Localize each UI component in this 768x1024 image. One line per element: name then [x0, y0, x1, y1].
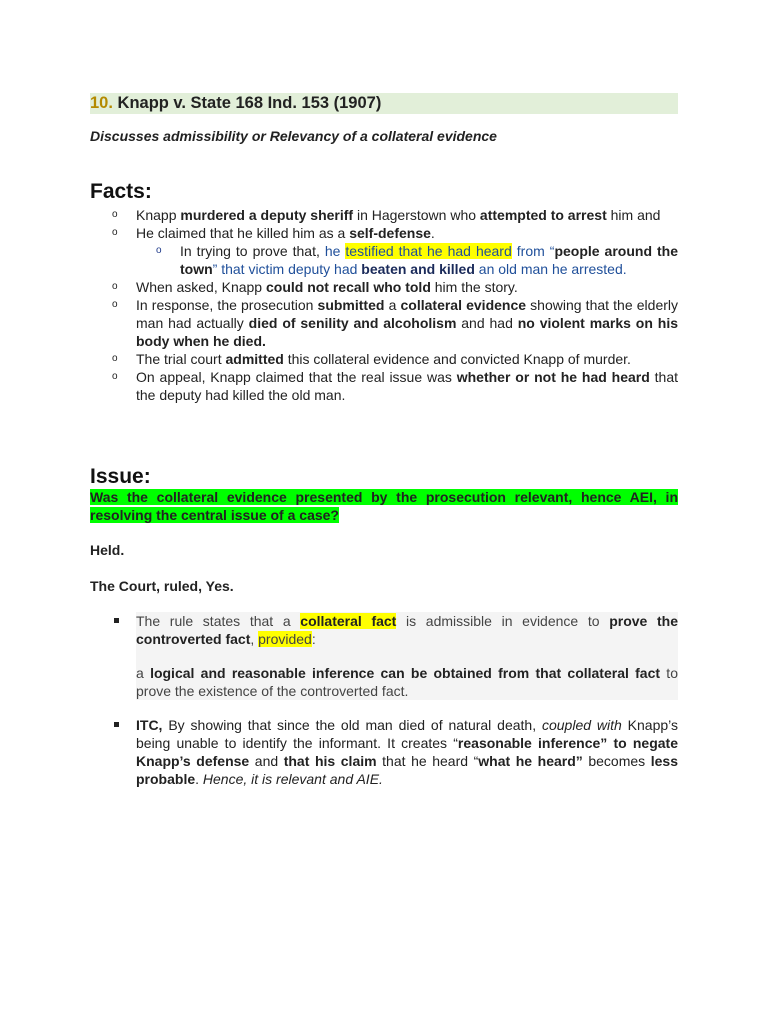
case-subtitle: Discusses admissibility or Relevancy of a collateral evidence: [90, 128, 497, 144]
text-bold: reasonable inference” to negate Knapp’s defense: [136, 735, 678, 769]
text-bold: that his claim: [283, 753, 377, 769]
fact-item: [112, 206, 678, 224]
issue-heading: Issue:: [90, 465, 151, 488]
text: Knapp: [136, 207, 181, 223]
text-bold: could not recall who told: [265, 279, 431, 295]
facts-list: [112, 206, 678, 404]
text-bold: murdered a deputy sheriff: [180, 207, 354, 223]
text: him the story.: [430, 279, 518, 295]
text: is admissible in evidence to: [396, 613, 610, 629]
text-bold: submitted: [317, 297, 385, 313]
circle-bullet-icon: o: [112, 227, 118, 238]
text: .: [430, 225, 435, 241]
text-bold: died of senility and alcoholism: [248, 315, 457, 331]
circle-bullet-icon: o: [112, 371, 118, 382]
circle-bullet-icon: o: [112, 299, 118, 310]
text-blue: from “: [511, 243, 555, 259]
text: .: [195, 771, 203, 787]
text-bold: beaten and killed: [361, 261, 475, 277]
text: By showing that since the old man died of natural death,: [162, 717, 542, 733]
circle-bullet-icon: o: [112, 209, 118, 220]
text-italic: coupled with: [541, 717, 622, 733]
text: him and: [606, 207, 661, 223]
text-bold: admitted: [225, 351, 284, 367]
text: In trying to prove that,: [180, 243, 325, 259]
text: The rule states that a: [136, 613, 301, 629]
text-bold: no violent marks on his body when he died.: [136, 315, 679, 349]
ruling-item: [112, 716, 678, 788]
square-bullet-icon: [114, 618, 119, 623]
text-bold: what he heard”: [478, 753, 583, 769]
spacer: [136, 648, 678, 664]
court-ruling: The Court, ruled, Yes.: [90, 578, 234, 594]
text-bold: self-defense: [349, 225, 431, 241]
text-bold: people around the town: [180, 243, 678, 277]
text: that the deputy had killed the old man.: [136, 369, 678, 403]
text: in Hagerstown who: [353, 207, 480, 223]
text: a: [384, 297, 401, 313]
text-blue: an old man he arrested.: [474, 261, 627, 277]
facts-heading: Facts:: [90, 180, 152, 203]
fact-item: [112, 368, 678, 404]
ruling-list: [112, 612, 678, 788]
text: and had: [456, 315, 518, 331]
square-bullet-icon: [114, 722, 119, 727]
text: When asked, Knapp: [136, 279, 266, 295]
text: In response, the prosecution: [136, 297, 318, 313]
text-highlight: testified that he had heard: [345, 243, 512, 259]
held-heading: Held.: [90, 542, 125, 558]
text-bold: whether or not he had heard: [456, 369, 650, 385]
text-blue: ” that victim deputy had: [212, 261, 362, 277]
ruling-item: [112, 612, 678, 700]
case-name: Knapp v. State 168 Ind. 153 (1907): [112, 94, 382, 112]
case-title: [90, 93, 678, 114]
circle-bullet-icon: o: [112, 281, 118, 292]
circle-bullet-icon: o: [112, 353, 118, 364]
text-bold: prove the controverted fact: [136, 613, 679, 647]
text: this collateral evidence and convicted Knapp of murder.: [283, 351, 631, 367]
text-bold: less probable: [136, 753, 678, 787]
circle-bullet-icon: o: [156, 245, 162, 256]
issue-question: [90, 488, 678, 524]
text: The trial court: [136, 351, 226, 367]
text-highlight: provided: [258, 631, 312, 647]
text-bold: logical and reasonable inference can be obtained from that collateral fact: [150, 665, 661, 681]
case-number: 10.: [90, 94, 113, 112]
text: ,: [250, 631, 259, 647]
fact-sublist: [136, 242, 678, 278]
text: becomes: [582, 753, 651, 769]
rule-statement: [136, 612, 678, 700]
text-bold: attempted to arrest: [479, 207, 607, 223]
text-bold: ITC,: [136, 717, 163, 733]
issue-question-text: Was the collateral evidence presented by the prosecution relevant, hence AEI, in resolving the central issue of a case?: [90, 489, 678, 523]
text: that he heard “: [376, 753, 479, 769]
text-bold: collateral evidence: [400, 297, 527, 313]
fact-item: [112, 350, 678, 368]
fact-item: [112, 224, 678, 278]
text: to prove the existence of the controverted fact.: [136, 665, 678, 699]
fact-subitem: [136, 242, 678, 278]
fact-item: [112, 296, 678, 350]
text: showing that the elderly man had actually: [136, 297, 679, 331]
text: Knapp’s being unable to identify the informant. It creates “: [136, 717, 679, 751]
text: He claimed that he killed him as a: [136, 225, 350, 241]
text: :: [311, 631, 316, 647]
text: and: [249, 753, 284, 769]
text: On appeal, Knapp claimed that the real issue was: [136, 369, 457, 385]
fact-item: [112, 278, 678, 296]
text: a: [136, 665, 151, 681]
text-blue: he: [324, 243, 346, 259]
text-italic: Hence, it is relevant and AIE.: [202, 771, 383, 787]
text-highlight: collateral fact: [300, 613, 397, 629]
